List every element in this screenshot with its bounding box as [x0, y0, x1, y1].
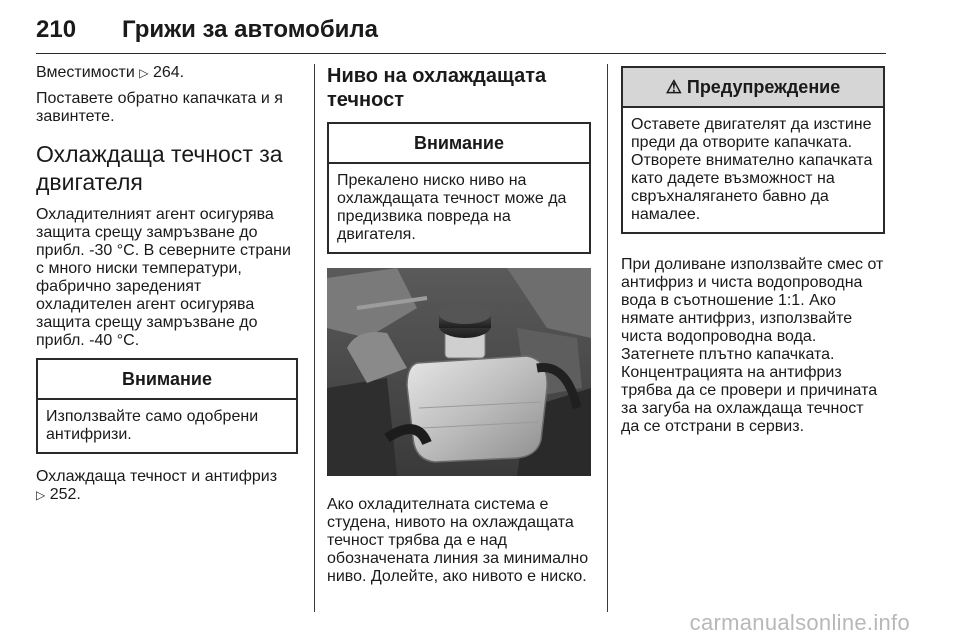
notice-title: Внимание [38, 360, 296, 400]
capacities-label: Вместимости [36, 64, 135, 81]
notice-title: Внимание [329, 124, 589, 164]
page-number: 210 [36, 16, 77, 43]
warning-body: Оставете двигателят да изстине преди да отворите капачката. Отворете внимателно капачката като дадете възможност на свръхналягането бавно да намалее. [631, 116, 873, 223]
notice-body: Използвайте само одобрени антифризи. [46, 408, 259, 443]
capacities-page-link[interactable]: 264. [152, 64, 185, 81]
triangle-right-icon: ▷ [139, 66, 149, 80]
section-title: Охлаждаща течност за двигателя [36, 141, 283, 195]
antifreeze-page-link[interactable]: 252. [49, 486, 81, 503]
capacities-reference [36, 64, 298, 82]
triangle-right-icon: ▷ [36, 488, 46, 502]
notice-box [327, 122, 591, 254]
refill-instructions-text: При доливане използвайте смес от антифриз и чиста водопроводна вода в съотношение 1:1. Ако нямате антифриз, използвайте чиста водопроводна вода. Затегнете плътно капачката. Концентрацията на антифриз трябва да се провери и причината за загуба на охлаждаща течност да се отстрани в сервиз. [621, 256, 884, 435]
column-divider [314, 64, 315, 612]
watermark: carmanualsonline.info [689, 610, 910, 635]
warning-header [623, 68, 883, 108]
warning-title: Предупреждение [686, 77, 841, 97]
warning-box [621, 66, 885, 234]
antifreeze-reference [36, 468, 298, 504]
page-title: Грижи за автомобила [122, 16, 379, 43]
column-divider [607, 64, 608, 612]
warning-triangle-icon: ⚠ [665, 77, 682, 97]
antifreeze-label: Охлаждаща течност и антифриз [36, 468, 278, 485]
subsection-title: Ниво на охлаждащата течност [327, 65, 547, 111]
refit-cap-text: Поставете обратно капачката и я завинтете. [36, 90, 283, 125]
coolant-intro-text: Охладителният агент осигурява защита срещу замръзване до прибл. -30 °C. В северните страни с много ниски температури, фабрично зареденият охладителен агент осигурява защита срещу замръзване до прибл. -40 °C. [36, 206, 291, 349]
page-header [36, 14, 886, 54]
coolant-reservoir-illustration [327, 268, 591, 476]
coolant-reservoir-photo [327, 268, 591, 476]
coolant-level-text: Ако охладителната система е студена, нивото на охлаждащата течност трябва да е над обозначената линия за минимално ниво. Долейте, ако нивото е ниско. [327, 496, 589, 585]
column-right [621, 64, 885, 444]
column-left [36, 64, 298, 512]
notice-body: Прекалено ниско ниво на охлаждащата течност може да предизвика повреда на двигателя. [337, 172, 567, 243]
notice-box [36, 358, 298, 454]
column-middle [327, 64, 591, 594]
